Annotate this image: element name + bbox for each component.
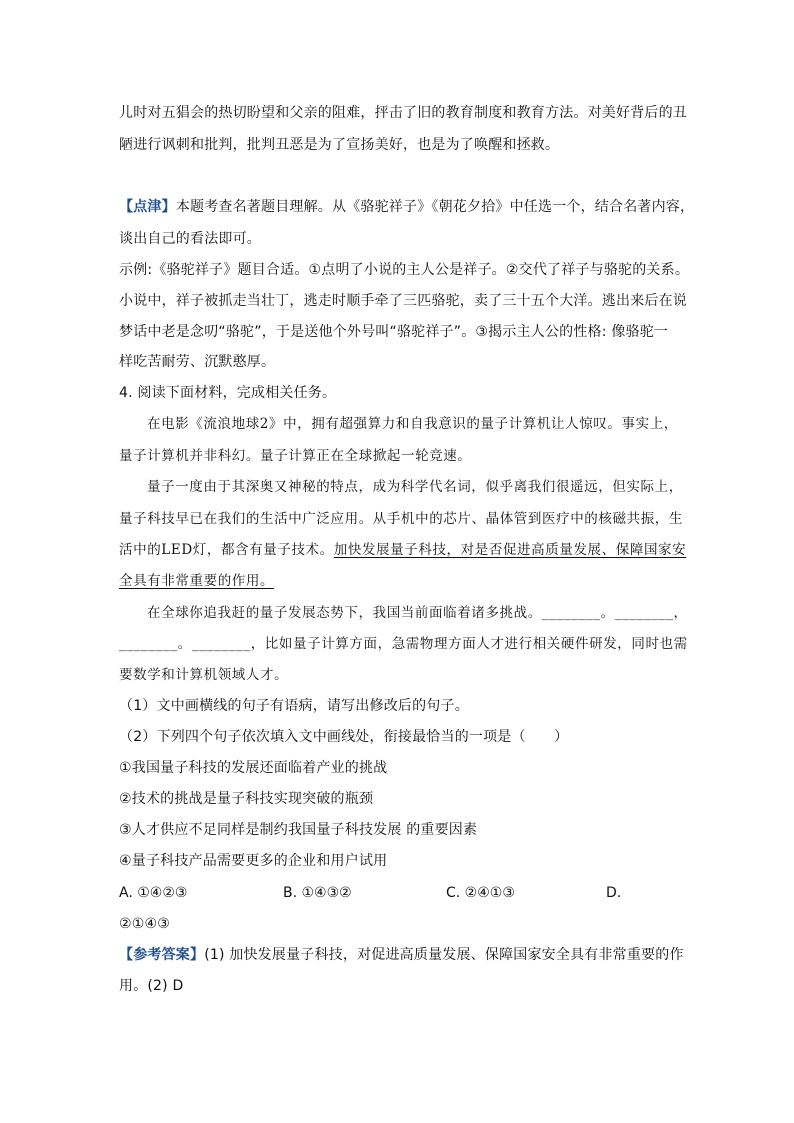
answer-line2: 用。(2) D: [119, 978, 184, 994]
passage-p3-line1: 在全球你追我赶的量子发展态势下，我国当前面临着诸多挑战。________。________，: [147, 605, 688, 621]
passage-p2-line3: [119, 540, 686, 560]
sub-question-2: （2）下列四个句子依次填入文中画线处，衔接最恰当的一项是（ ）: [119, 729, 569, 745]
answer-tag: 【参考答案】: [119, 947, 205, 963]
underlined-sentence: 加快发展量子科技，对是否促进高质量发展、保障国家安: [333, 542, 687, 558]
dianjin-line1: [119, 197, 694, 217]
passage-p2-line2: 量子科技早已在我们的生活中广泛应用。从手机中的芯片、晶体管到医疗中的核磁共振，生: [119, 511, 683, 527]
dianjin-line5: 梦话中老是念叨“骆驼”，于是送他个外号叫“骆驼祥子”。③揭示主人公的性格: 像骆驼一: [119, 324, 669, 340]
passage-p3-line2: ________。________，比如量子计算方面，急需物理方面人才进行相关硬件研发，同时也需: [119, 636, 688, 652]
dianjin-line4: 小说中，祥子被抓走当壮丁，逃走时顺手牵了三匹骆驼，卖了三十五个大洋。逃出来后在说: [119, 293, 687, 309]
question4-header: 4. 阅读下面材料，完成相关任务。: [119, 385, 337, 401]
option-c: C. ②④①③: [446, 885, 515, 901]
option-d-content: ②①④③: [119, 916, 171, 932]
sub-question-1: （1）文中画横线的句子有语病，请写出修改后的句子。: [119, 698, 469, 714]
option-a: A. ①④②③: [119, 885, 188, 901]
sentence-3: ③人才供应不足同样是制约我国量子科技发展 的重要因素: [119, 822, 478, 838]
passage-p3-line3: 要数学和计算机领域人才。: [119, 667, 289, 683]
dianjin-line3: 示例:《骆驼祥子》题目合适。①点明了小说的主人公是祥子。②交代了祥子与骆驼的关系。: [119, 262, 690, 278]
answer-line1: [119, 945, 684, 965]
para1-line2: 陋进行讽刺和批判，批判丑恶是为了宣扬美好，也是为了唤醒和拯救。: [119, 137, 560, 153]
para1-line1: 儿时对五猖会的热切盼望和父亲的阻难，抨击了旧的教育制度和教育方法。对美好背后的丑: [119, 105, 687, 121]
sentence-1: ①我国量子科技的发展还面临着产业的挑战: [119, 760, 388, 776]
passage-p2-plain: 活中的LED灯，都含有量子技术。: [119, 542, 334, 558]
answer-text: (1) 加快发展量子科技，对促进高质量发展、保障国家安全具有非常重要的作: [204, 947, 684, 963]
dianjin-text: 本题考查名著题目理解。从《骆驼祥子》《朝花夕拾》中任选一个，结合名著内容，: [175, 199, 695, 215]
dianjin-tag: 【点津】: [119, 199, 176, 215]
option-b: B. ①④③②: [283, 885, 352, 901]
sentence-4: ④量子科技产品需要更多的企业和用户试用: [119, 853, 388, 869]
passage-p2-line1: 量子一度由于其深奥又神秘的特点，成为科学代名词，似乎离我们很遥远，但实际上，: [147, 479, 683, 495]
dianjin-line6: 样吃苦耐劳、沉默憨厚。: [119, 354, 276, 370]
passage-p1-line2: 量子计算机并非科幻。量子计算正在全球掀起一轮竞速。: [119, 448, 472, 464]
option-d: D.: [606, 885, 622, 901]
underlined-sentence-cont: 全具有非常重要的作用。: [119, 573, 275, 589]
dianjin-line2: 谈出自己的看法即可。: [119, 231, 261, 247]
sentence-2: ②技术的挑战是量子科技实现突破的瓶颈: [119, 791, 374, 807]
passage-p1-line1: 在电影《流浪地球2》中，拥有超强算力和自我意识的量子计算机让人惊叹。事实上，: [147, 416, 678, 432]
